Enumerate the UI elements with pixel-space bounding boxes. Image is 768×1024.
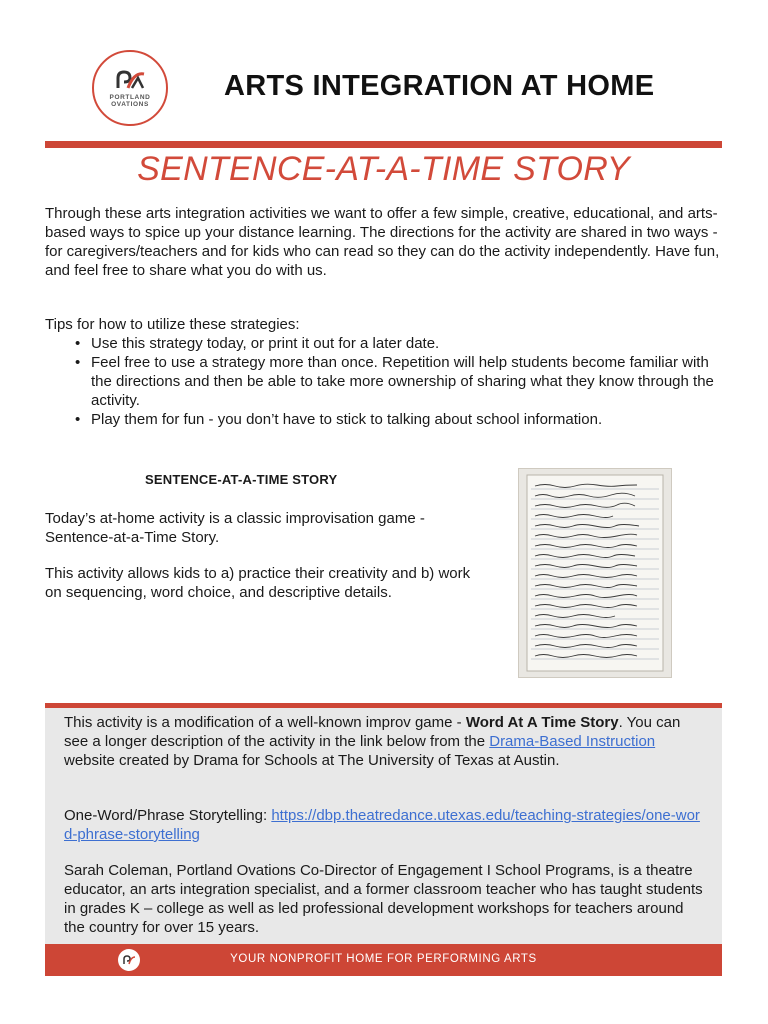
game-name: Word At A Time Story bbox=[465, 714, 619, 731]
page-title: SENTENCE-AT-A-TIME STORY bbox=[137, 150, 630, 188]
list-item: • Play them for fun - you don’t have to stick to talking about school information. bbox=[45, 410, 725, 429]
activity-paragraph-2: This activity allows kids to a) practice their creativity and b) work on sequencing, word choice, and descriptive details. bbox=[45, 565, 471, 601]
list-item: • Feel free to use a strategy more than once. Repetition will help students become familiar with the directions and then be able to take more ownership of sharing what they know through the activity. bbox=[45, 353, 725, 410]
logo-mark-icon bbox=[110, 68, 150, 94]
footer-banner bbox=[45, 944, 722, 976]
footer-text: YOUR NONPROFIT HOME FOR PERFORMING ARTS bbox=[230, 953, 537, 965]
header-title: ARTS INTEGRATION AT HOME bbox=[224, 70, 655, 102]
handwritten-story-photo bbox=[518, 468, 672, 678]
intro-paragraph: Through these arts integration activities we want to offer a few simple, creative, educational, and arts-based ways to spice up your distance learning. The directions for the activity are shared in two ways - for caregivers/teachers and for kids who can read so they can do the activity independently. Have fun, and feel free to share what you do with us. bbox=[45, 205, 720, 279]
handwritten-page-image bbox=[519, 469, 671, 677]
tips-list bbox=[45, 334, 725, 429]
storytelling-url-link[interactable]: https://dbp.theatredance.utexas.edu/teaching-strategies/one-word-phrase-storytelling bbox=[64, 807, 700, 843]
logo-text-portland: PORTLAND bbox=[109, 94, 151, 101]
top-divider bbox=[45, 141, 722, 148]
box-paragraph-1: This activity is a modification of a well-known improv game - Word At A Time Story. You can see a longer description of the activity in the link below from the Drama-Based Instruction website created by Drama for Schools at The University of Texas at Austin. bbox=[64, 714, 681, 769]
tips-heading: Tips for how to utilize these strategies: bbox=[45, 316, 300, 333]
activity-paragraph-1: Today’s at-home activity is a classic improvisation game - Sentence-at-a-Time Story. bbox=[45, 510, 425, 546]
list-item: • Use this strategy today, or print it out for a later date. bbox=[45, 334, 725, 353]
logo-text-ovations: OVATIONS bbox=[111, 101, 149, 108]
portland-ovations-logo bbox=[92, 50, 168, 126]
box-paragraph-2: One-Word/Phrase Storytelling: https://dbp.theatredance.utexas.edu/teaching-strategies/one-word-phrase-storytelling bbox=[64, 807, 700, 843]
drama-based-instruction-link[interactable]: Drama-Based Instruction bbox=[489, 733, 656, 750]
box-paragraph-3: Sarah Coleman, Portland Ovations Co-Director of Engagement I School Programs, is a theatre educator, an arts integration specialist, and a former classroom teacher who has taught students in grades K – college as well as led professional development workshops for teachers around the country for over 15 years. bbox=[64, 862, 703, 936]
activity-heading: SENTENCE-AT-A-TIME STORY bbox=[145, 472, 338, 487]
